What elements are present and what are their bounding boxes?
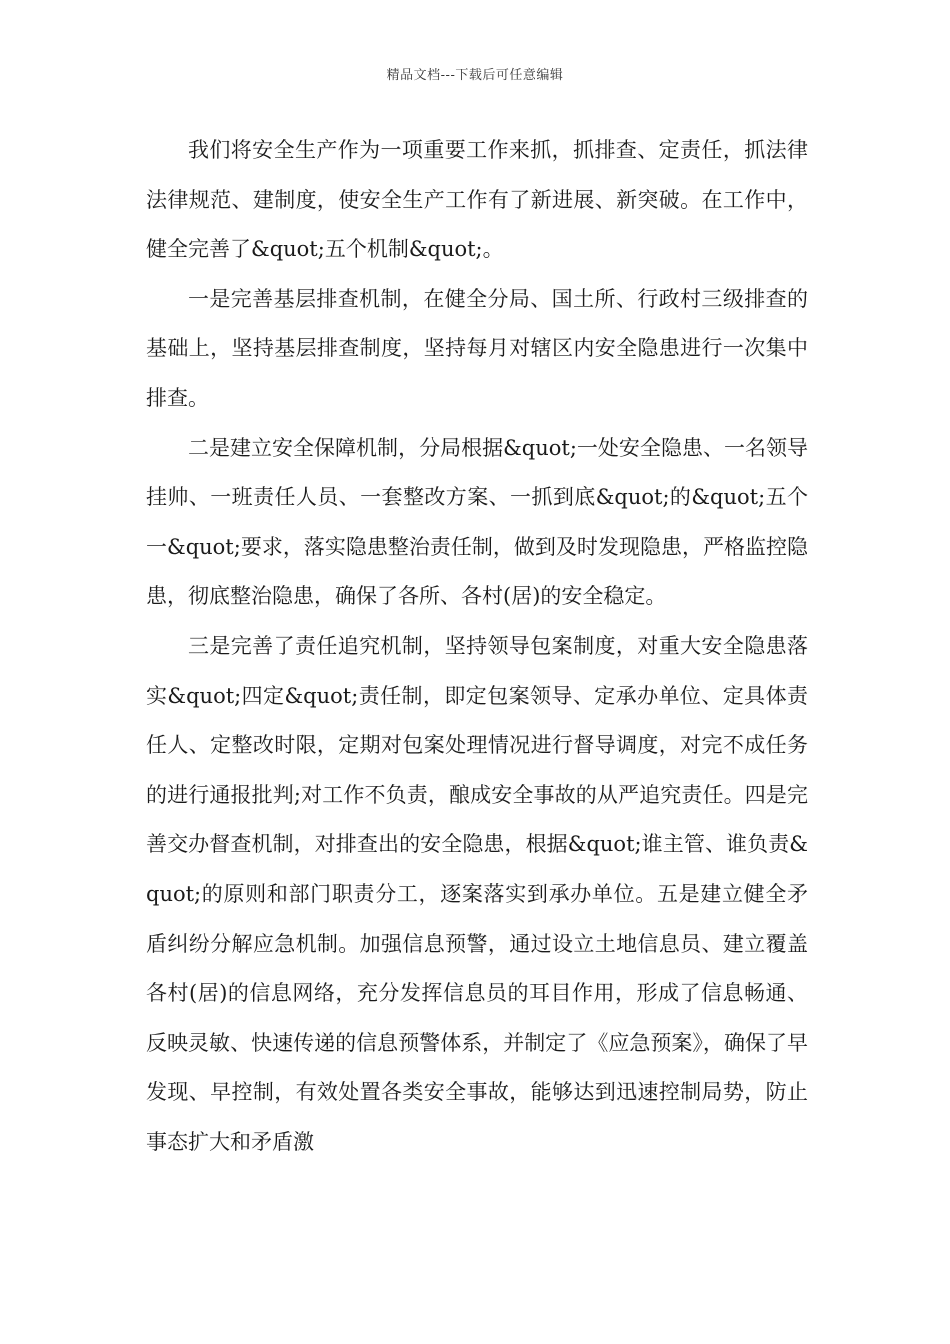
page-header: 精品文档---下载后可任意编辑 (386, 68, 564, 83)
paragraph-mechanism-one: 一是完善基层排查机制，在健全分局、国土所、行政村三级排查的基础上，坚持基层排查制度，坚持每月对辖区内安全隐患进行一次集中排查。 (146, 286, 808, 410)
paragraph-mechanism-three-to-five: 三是完善了责任追究机制，坚持领导包案制度，对重大安全隐患落实&quot;四定&quot;责任制，即定包案领导、定承办单位、定具体责任人、定整改时限，定期对包案处理情况进行督导调度，对完不成任务的进行通报批判;对工作不负责，酿成安全事故的从严追究责任。四是完善交办督查机制，对排查出的安全隐患，根据&quot;谁主管、谁负责&quot;的原则和部门职责分工，逐案落实到承办单位。五是建立健全矛盾纠纷分解应急机制。加强信息预警，通过设立土地信息员、建立覆盖各村(居)的信息网络，充分发挥信息员的耳目作用，形成了信息畅通、反映灵敏、快速传递的信息预警体系，并制定了《应急预案》，确保了早发现、早控制，有效处置各类安全事故，能够达到迅速控制局势，防止事态扩大和矛盾激 (146, 633, 808, 1154)
document-body (146, 126, 808, 1167)
paragraph-mechanism-two: 二是建立安全保障机制，分局根据&quot;一处安全隐患、一名领导挂帅、一班责任人员、一套整改方案、一抓到底&quot;的&quot;五个一&quot;要求，落实隐患整治责任制，做到及时发现隐患，严格监控隐患，彻底整治隐患，确保了各所、各村(居)的安全稳定。 (146, 435, 808, 609)
paragraph-intro: 我们将安全生产作为一项重要工作来抓，抓排查、定责任，抓法律法律规范、建制度，使安全生产工作有了新进展、新突破。在工作中，健全完善了&quot;五个机制&quot;。 (146, 138, 808, 262)
